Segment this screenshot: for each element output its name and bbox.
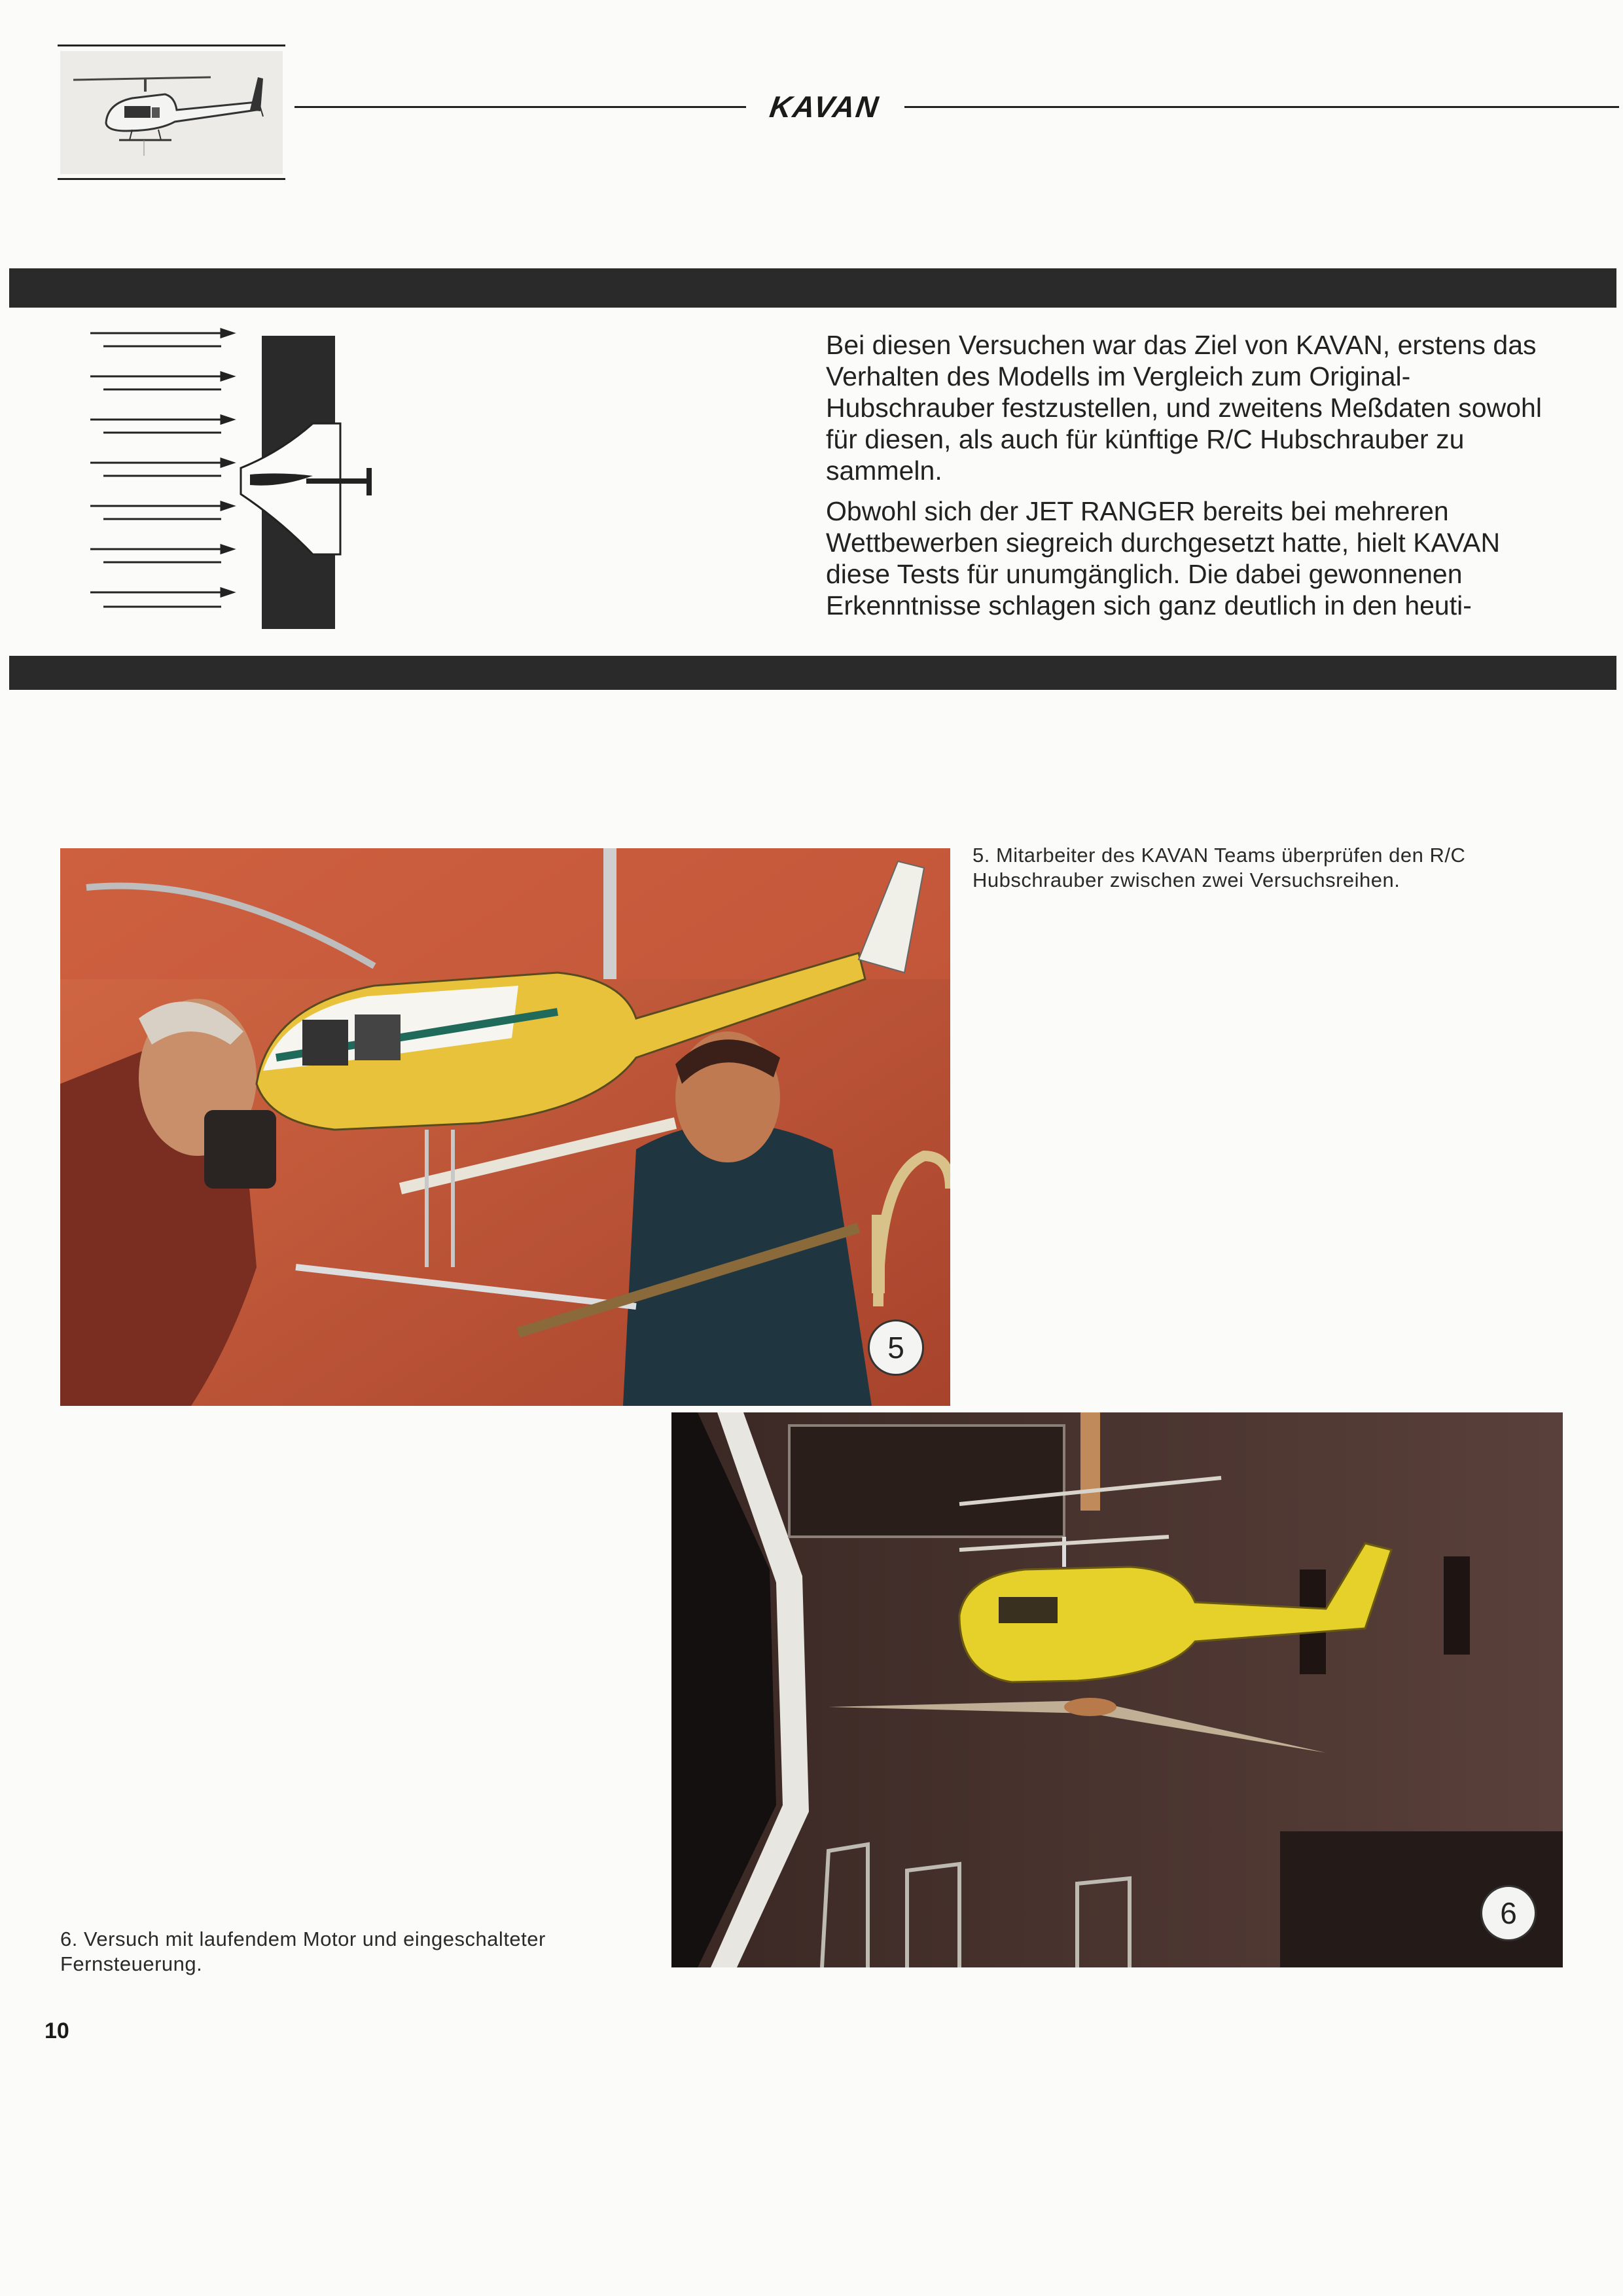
- photo-6-number-badge: 6: [1480, 1885, 1537, 1941]
- airflow-diagram-icon: [84, 324, 385, 638]
- thumbnail-top-rule: [58, 45, 285, 46]
- photo-5-number-badge: 5: [868, 1319, 924, 1376]
- thumbnail-bottom-rule: [58, 178, 285, 180]
- helicopter-icon: [60, 51, 283, 174]
- page-number: 10: [45, 2018, 69, 2043]
- intro-paragraph-1: Bei diesen Versuchen war das Ziel von KAVAN, erstens das Verhalten des Modells im Vergleich zum Original-Hubschrauber festzustellen, und zweitens Meßdaten sowohl für diesen, als auch für künftige R/C Hubschrauber zu sammeln.: [826, 330, 1542, 486]
- photo-6-caption: 6. Versuch mit laufendem Motor und eingeschalteter Fernsteuerung.: [60, 1928, 546, 1975]
- photo-5: [60, 848, 950, 1406]
- header-rule-left: [294, 106, 746, 108]
- wind-tunnel-diagram: [84, 324, 385, 638]
- top-black-bar: [9, 268, 1616, 308]
- photo-6: [671, 1412, 1563, 1967]
- photo-6-image: [671, 1412, 1563, 1967]
- photo-5-image: [60, 848, 950, 1406]
- bottom-black-bar: [9, 656, 1616, 690]
- intro-text: [826, 329, 1559, 630]
- helicopter-thumbnail: [60, 51, 283, 174]
- kavan-logo: KAVAN: [767, 90, 882, 124]
- header-rule-right: [904, 106, 1619, 108]
- intro-paragraph-2: Obwohl sich der JET RANGER bereits bei mehreren Wettbewerben siegreich durchgesetzt hatte, hielt KAVAN diese Tests für unumgänglich. Die dabei gewonnenen Erkenntnisse schlagen sich ganz deutlich in den heuti-: [826, 496, 1501, 620]
- photo-5-caption: 5. Mitarbeiter des KAVAN Teams überprüfen den R/C Hubschrauber zwischen zwei Versuchsreihen.: [972, 844, 1466, 891]
